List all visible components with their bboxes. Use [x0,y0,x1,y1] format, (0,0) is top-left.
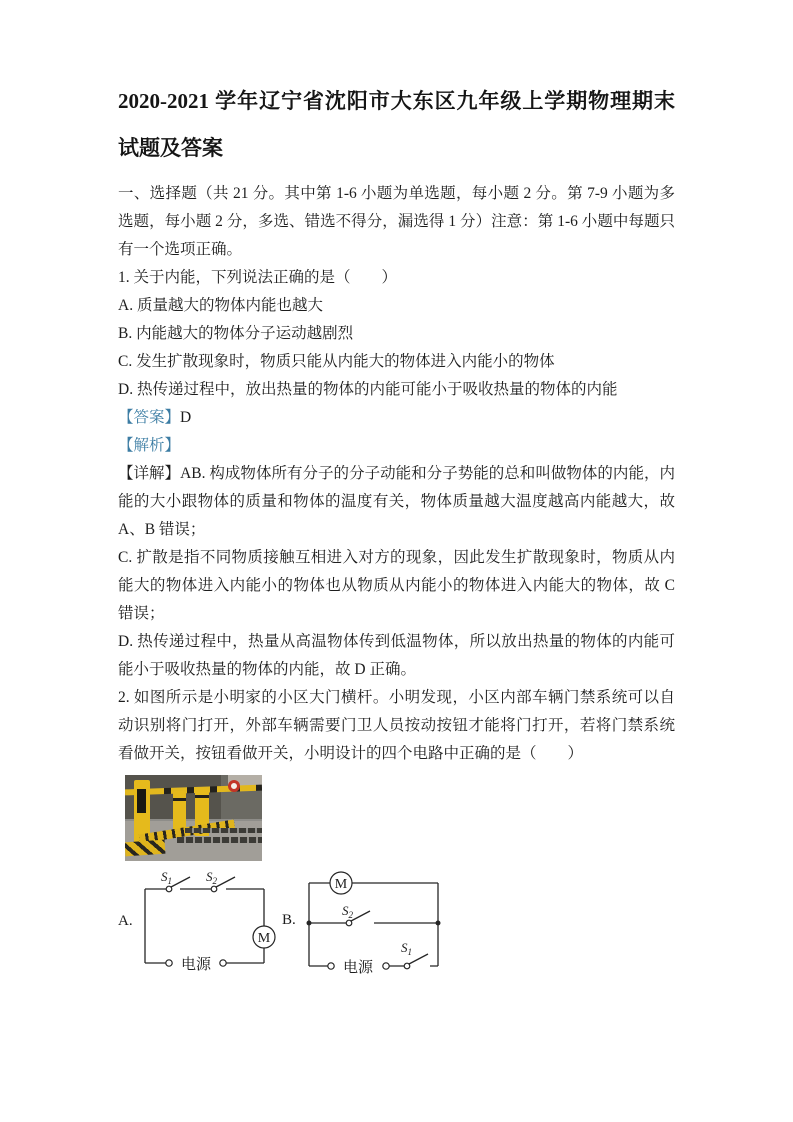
circuit-b [282,872,441,976]
switch-s2-label: $S_2$ [206,870,217,886]
switch-s1-label: $S_1$ [161,870,172,886]
q1-option-b: B. 内能越大的物体分子运动越剧烈 [118,325,354,342]
q1-answer-row [118,404,675,432]
post-stripe [195,795,209,798]
post-stripe [173,798,186,801]
power-label: 电源 [342,960,374,976]
page-title: 2020-2021 学年辽宁省沈阳市大东区九年级上学期物理期末试题及答案 [118,89,675,160]
power-terminal [328,963,334,969]
drain-grate [185,828,262,833]
switch-s1-label: $S_1$ [401,940,412,957]
switch-blade [351,911,370,921]
junction-dot [307,921,312,926]
circuit-a-label: A. [118,913,133,929]
q1-option-a: A. 质量越大的物体内能也越大 [118,297,323,314]
q2-stem: 2. 如图所示是小明家的小区大门横杆。小明发现，小区内部车辆门禁系统可以自动识别将门打开，外部车辆需要门卫人员按动按钮才能将门打开，若将门禁系统看做开关，按钮看做开关，小明设计的四个电路中正确的是（ ） [118,689,675,762]
power-label: 电源 [180,957,212,973]
circuit-b-label: B. [282,912,296,928]
q1-option-d: D. 热传递过程中，放出热量的物体的内能可能小于吸收热量的物体的内能 [118,381,618,398]
q1-detail-paragraph-2: C. 扩散是指不同物质接触互相进入对方的现象，因此发生扩散现象时，物质从内能大的物体进入内能小的物体也从物质从内能小的物体进入内能大的物体，故 C 错误； [118,549,675,622]
q1-option-c: C. 发生扩散现象时，物质只能从内能大的物体进入内能小的物体 [118,353,555,370]
junction-dot [436,921,441,926]
switch-terminal [346,920,352,926]
q1-detail-paragraph-3: D. 热传递过程中，热量从高温物体传到低温物体，所以放出热量的物体的内能可能小于吸收热量的物体的内能，故 D 正确。 [118,633,675,678]
q1-stem: 1. 关于内能，下列说法正确的是（ ） [118,269,398,286]
power-terminal [166,960,172,966]
switch-blade [216,877,235,887]
section-instructions: 一、选择题（共 21 分。其中第 1-6 小题为单选题，每小题 2 分。第 7-9 小题为多选题，每小题 2 分，多选、错选不得分，漏选得 1 分）注意：第 1-6 小题中每题只有一个选项正确。 [118,185,675,258]
q1-detail-paragraph-1: 【详解】AB. 构成物体所有分子的分子动能和分子势能的总和叫做物体的内能，内能的大小跟物体的质量和物体的温度有关，物体质量越大温度越高内能越大，故 A、B 错误； [118,465,675,538]
motor-letter: M [334,877,348,892]
switch-terminal [166,886,172,892]
striped-base-block [125,840,165,857]
q1-analysis-row [118,432,675,460]
motor-letter: M [257,931,271,946]
analysis-label: 【解析】 [118,437,181,454]
switch-terminal [211,886,217,892]
answer-value: D [180,409,192,426]
circuit-a-wires [145,889,264,963]
switch-terminal [404,963,410,969]
switch-s2-label: $S_2$ [342,903,353,920]
circuit-b-wires [309,883,438,966]
power-terminal [383,963,389,969]
gate-barrier-photo [125,775,262,861]
circuit-a [118,870,275,973]
answer-label: 【答案】 [118,409,181,426]
switch-blade [171,877,190,887]
power-terminal [220,960,226,966]
no-entry-sign [228,780,240,792]
circuit-options-figure [118,870,458,984]
ticket-post-screen [137,789,146,813]
drain-grate [177,837,262,843]
